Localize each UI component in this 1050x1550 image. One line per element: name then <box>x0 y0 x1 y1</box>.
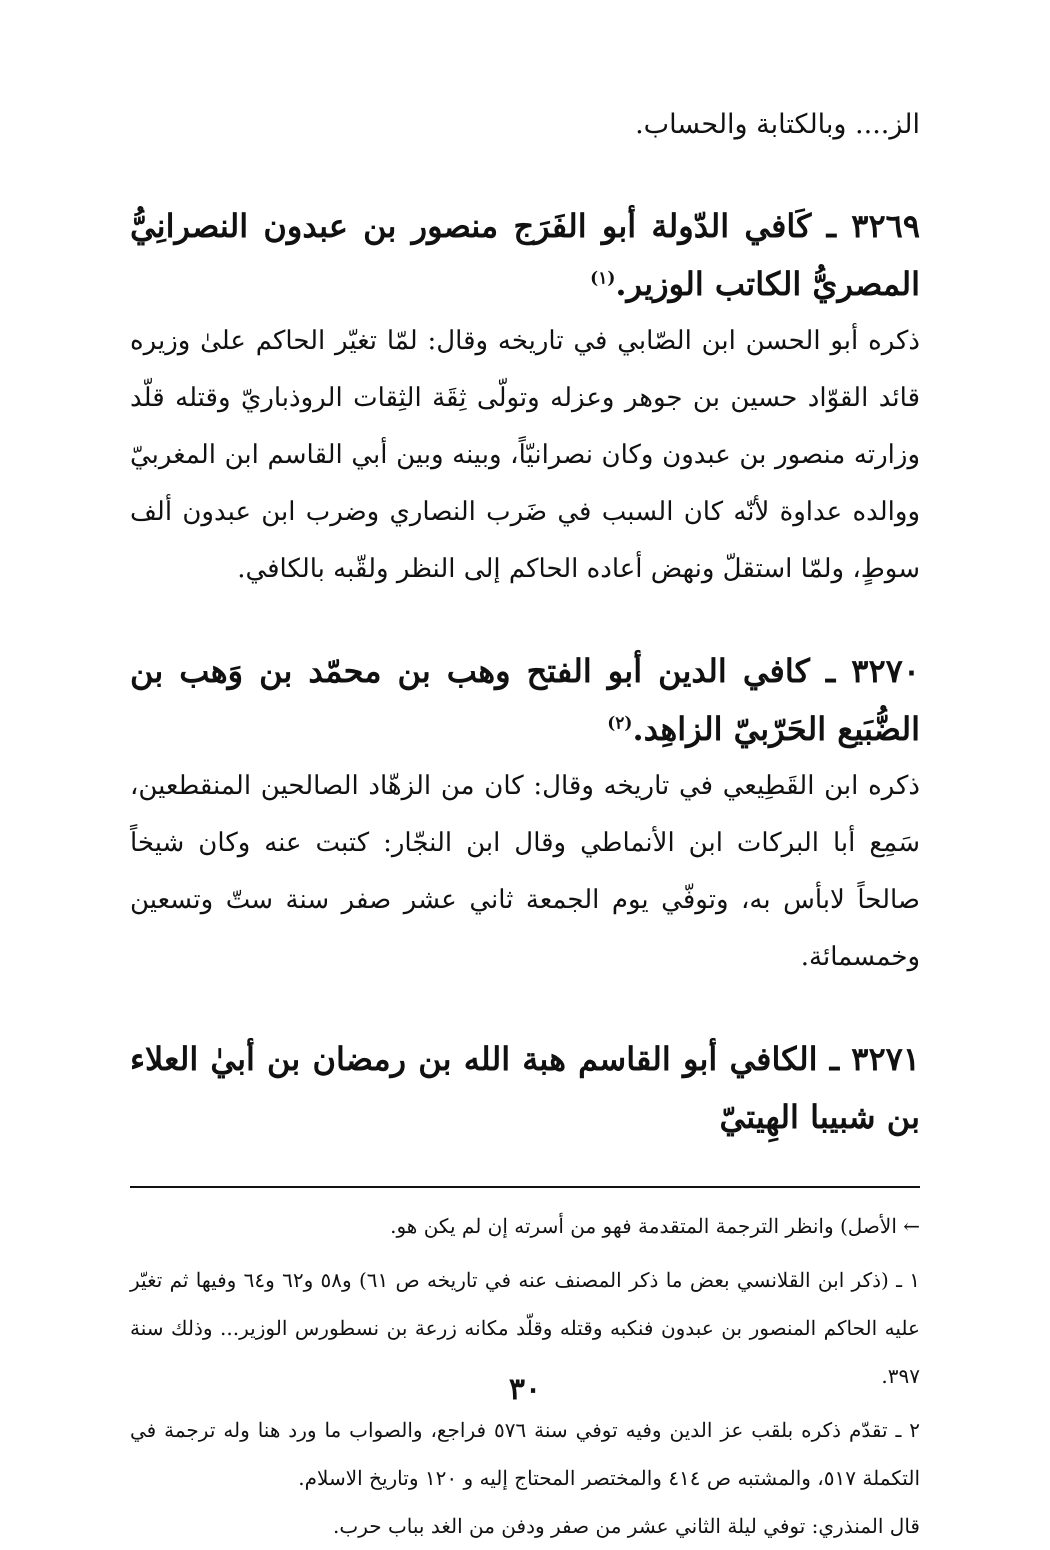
entry-title-text: ٣٢٦٩ ـ كَافي الدّولة أبو الفَرَج منصور بن عبدون النصرانِيُّ المصريُّ الكاتب الوزير. <box>130 207 920 303</box>
footnote-continuation: ← الأصل) وانظر الترجمة المتقدمة فهو من أسرته إن لم يكن هو. <box>390 1214 920 1238</box>
continued-text: الز.... وبالكتابة والحساب. <box>635 109 920 140</box>
entry-body: ذكره أبو الحسن ابن الصّابي في تاريخه وقال: لمّا تغيّر الحاكم علىٰ وزيره قائد القوّاد حسين بن جوهر وعزله وتولّى ثِقَة الثِقات الروذباريّ وقتله قلّد وزارته منصور بن عبدون وكان نصرانيّاً، وبينه وبين أبي القاسم ابن المغربيّ ووالده عداوة لأنّه كان السبب في ضَرب النصاري وضرب ابن عبدون ألف سوطٍ، ولمّا استقلّ ونهض أعاده الحاكم إلى النظر ولقّبه بالكافي. <box>130 326 920 584</box>
footnote-reference: (١) <box>590 268 616 289</box>
entry-title <box>130 1030 920 1146</box>
entry-body: ذكره ابن القَطِيعي في تاريخه وقال: كان من الزهّاد الصالحين المنقطعين، سَمِع أبا البركات ابن الأنماطي وقال ابن النجّار: كتبت عنه وكان شيخاً صالحاً لابأس به، وتوفّي يوم الجمعة ثاني عشر صفر سنة ستّ وتسعين وخمسمائة. <box>130 771 920 972</box>
footnote-2-continued: قال المنذري: توفي ليلة الثاني عشر من صفر ودفن من الغد بباب حرب. <box>333 1514 920 1538</box>
footnote-reference: (٢) <box>607 713 633 734</box>
footnote-divider <box>130 1186 920 1188</box>
entry-title <box>130 642 920 758</box>
footnote-1: ١ ـ (ذكر ابن القلانسي بعض ما ذكر المصنف عنه في تاريخه ص ٦١) و٥٨ و٦٢ و٦٤ وفيها ثم تغيّر عليه الحاكم المنصور بن عبدون فنكبه وقتله وقلّد مكانه زرعة بن نسطورس الوزير... وذلك سنة ٣٩٧. <box>130 1268 921 1388</box>
page-number: ٣٠ <box>508 1372 542 1407</box>
entry-title-text: ٣٢٧٠ ـ كافي الدين أبو الفتح وهب بن محمّد بن وَهب بن الضُّبَيع الحَرّبيّ الزاهِد. <box>130 652 920 748</box>
entry-title-text: ٣٢٧١ ـ الكافي أبو القاسم هبة الله بن رمضان بن أبيٰ العلاء بن شبيبا الهِيتيّ <box>130 1040 921 1136</box>
entry-3270 <box>130 642 920 986</box>
footnote-2: ٢ ـ تقدّم ذكره بلقب عز الدين وفيه توفي سنة ٥٧٦ فراجع، والصواب ما ورد هنا وله ترجمة في التكملة ٥١٧، والمشتبه ص ٤١٤ والمختصر المحتاج إليه و ١٢٠ وتاريخ الاسلام. <box>130 1418 920 1490</box>
entry-title <box>130 197 920 313</box>
entry-3271 <box>130 1030 920 1146</box>
entry-3269 <box>130 197 920 598</box>
